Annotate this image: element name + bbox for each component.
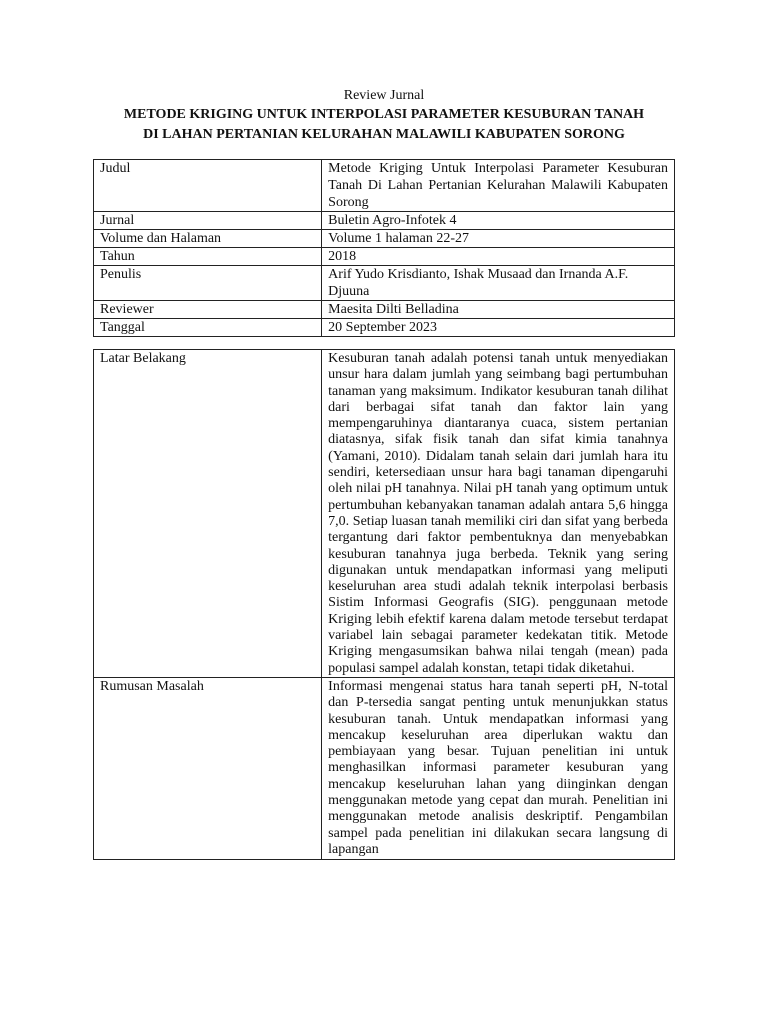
- table-row: [94, 266, 675, 301]
- document-title-line-1: METODE KRIGING UNTUK INTERPOLASI PARAMETER KESUBURAN TANAH: [123, 107, 645, 122]
- table-row: [94, 677, 675, 859]
- info-value-tahun: 2018: [322, 248, 675, 266]
- journal-info-table: [93, 159, 675, 337]
- review-value-rumusan-masalah-text: Informasi mengenai status hara tanah seperti pH, N-total dan P-tersedia sangat penting untuk menunjukkan status kesuburan tanah. Untuk mendapatkan informasi yang mencakup keseluruhan area diperlukan waktu dan pembiayaan yang besar. Tujuan penelitian ini untuk menghasilkan informasi parameter kesuburan yang mencakup keseluruhan lahan yang diinginkan dengan menggunakan metode yang cepat dan murah. Penelitian ini menggunakan metode analisis deskriptif. Pengambilan sampel pada penelitian ini dilakukan secara langsung di lapangan: [328, 678, 668, 857]
- review-value-rumusan-masalah: [322, 677, 675, 859]
- info-value-penulis: Arif Yudo Krisdianto, Ishak Musaad dan Irnanda A.F. Djuuna: [322, 266, 675, 301]
- review-label-latar-belakang: Latar Belakang: [94, 350, 322, 678]
- info-label-judul: Judul: [94, 160, 322, 212]
- info-label-reviewer: Reviewer: [94, 301, 322, 319]
- table-row: [94, 160, 675, 212]
- info-label-penulis: Penulis: [94, 266, 322, 301]
- review-content-table: [93, 349, 675, 860]
- table-row: [94, 350, 675, 678]
- info-value-volume: Volume 1 halaman 22-27: [322, 230, 675, 248]
- info-value-judul: Metode Kriging Untuk Interpolasi Parameter Kesuburan Tanah Di Lahan Pertanian Kelurahan Malawili Kabupaten Sorong: [322, 160, 675, 212]
- review-label-rumusan-masalah: Rumusan Masalah: [94, 677, 322, 859]
- document-subtitle: Review Jurnal: [343, 88, 425, 103]
- table-row: [94, 230, 675, 248]
- info-value-reviewer: Maesita Dilti Belladina: [322, 301, 675, 319]
- table-row: [94, 248, 675, 266]
- review-value-latar-belakang: Kesuburan tanah adalah potensi tanah untuk menyediakan unsur hara dalam jumlah yang seimbang bagi pertumbuhan tanaman yang maksimum. Indikator kesuburan tanah dilihat dari berbagai sifat tanah dan faktor lain yang mempengaruhinya diantaranya cuaca, sistem pertanian diatasnya, sifak fisik tanah dan sifat kimia tanahnya (Yamani, 2010). Didalam tanah selain dari jumlah hara itu sendiri, ketersediaan unsur hara bagi tanaman dipengaruhi oleh nilai pH tanahnya. Nilai pH tanah yang optimum untuk pertumbuhan kebanyakan tanaman adalah antara 5,6 hingga 7,0. Setiap luasan tanah memiliki ciri dan sifat yang berbeda tergantung dari faktor pembentuknya dan menyebabkan kesuburan tanahnya juga berbeda. Teknik yang sering digunakan untuk mendapatkan informasi yang meliputi keseluruhan area studi adalah teknik interpolasi berbasis Sistim Informasi Geografis (SIG). penggunaan metode Kriging lebih efektif karena dalam metode tersebut terdapat variabel lain sebagai parameter kedekatan titik. Metode Kriging mengasumsikan bahwa nilai tengah (mean) pada populasi sampel adalah konstan, tetapi tidak diketahui.: [322, 350, 675, 678]
- table-row: [94, 319, 675, 337]
- table-row: [94, 301, 675, 319]
- document-title-line-2: DI LAHAN PERTANIAN KELURAHAN MALAWILI KABUPATEN SORONG: [143, 127, 625, 142]
- info-label-jurnal: Jurnal: [94, 212, 322, 230]
- info-label-tanggal: Tanggal: [94, 319, 322, 337]
- document-header: [90, 86, 678, 145]
- info-value-tanggal: 20 September 2023: [322, 319, 675, 337]
- info-value-jurnal: Buletin Agro-Infotek 4: [322, 212, 675, 230]
- info-label-tahun: Tahun: [94, 248, 322, 266]
- table-row: [94, 212, 675, 230]
- info-label-volume: Volume dan Halaman: [94, 230, 322, 248]
